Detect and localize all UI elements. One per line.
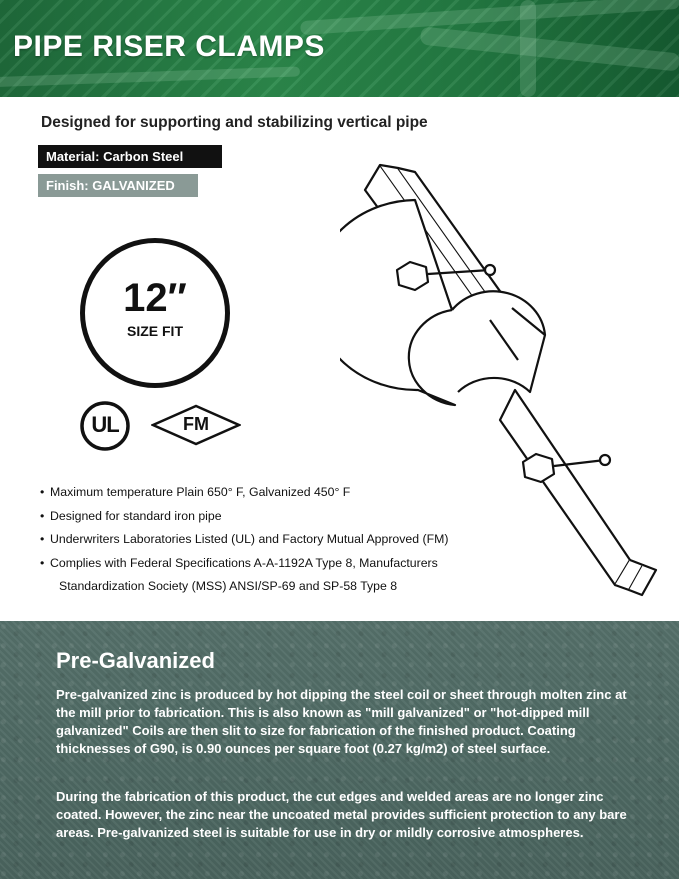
feature-item: • Underwriters Laboratories Listed (UL) and Factory Mutual Approved (FM) — [40, 531, 448, 547]
page-title: PIPE RISER CLAMPS — [13, 30, 325, 63]
background-pipe — [0, 66, 300, 87]
feature-item-continuation: Standardization Society (MSS) ANSI/SP-69 and SP-58 Type 8 — [59, 578, 398, 593]
ul-logo-text: UL — [91, 412, 119, 437]
size-label: SIZE FIT — [127, 323, 183, 339]
fm-logo-text: FM — [183, 414, 209, 434]
background-pipe — [300, 0, 679, 35]
feature-list — [40, 484, 448, 601]
feature-item-text: Complies with Federal Specifications A-A-1192A Type 8, Manufacturers — [50, 555, 438, 570]
material-tag: Material: Carbon Steel — [38, 145, 222, 168]
section-paragraph: During the fabrication of this product, the cut edges and welded areas are no longer zinc coated. However, the zinc near the uncoated metal provides sufficient protection to any bare areas. Pre-galvanized steel is suitable for use in dry or mildly corrosive atmospheres. — [56, 789, 627, 840]
feature-item: • Maximum temperature Plain 650° F, Galvanized 450° F — [40, 484, 448, 500]
section-heading: Pre-Galvanized — [56, 648, 215, 673]
feature-item — [40, 555, 448, 594]
header-banner — [0, 0, 679, 97]
background-pipe — [420, 26, 679, 71]
size-fit-badge — [80, 238, 230, 388]
pre-galvanized-section — [0, 621, 679, 879]
size-value: 12″ — [123, 276, 187, 320]
feature-item: • Designed for standard iron pipe — [40, 508, 448, 524]
section-paragraph: Pre-galvanized zinc is produced by hot dipping the steel coil or sheet through molten zinc at the mill prior to fabrication. This is also known as "mill galvanized" or "hot-dipped mill galvanized" Coils are then slit to size for fabrication of the finished product. Coating thicknesses of G90, is 0.90 ounces per square foot (0.27 kg/m2) of steel surface. — [56, 687, 627, 756]
product-subtitle: Designed for supporting and stabilizing vertical pipe — [41, 114, 428, 131]
background-pipe — [520, 0, 536, 97]
finish-tag: Finish: GALVANIZED — [38, 174, 198, 197]
